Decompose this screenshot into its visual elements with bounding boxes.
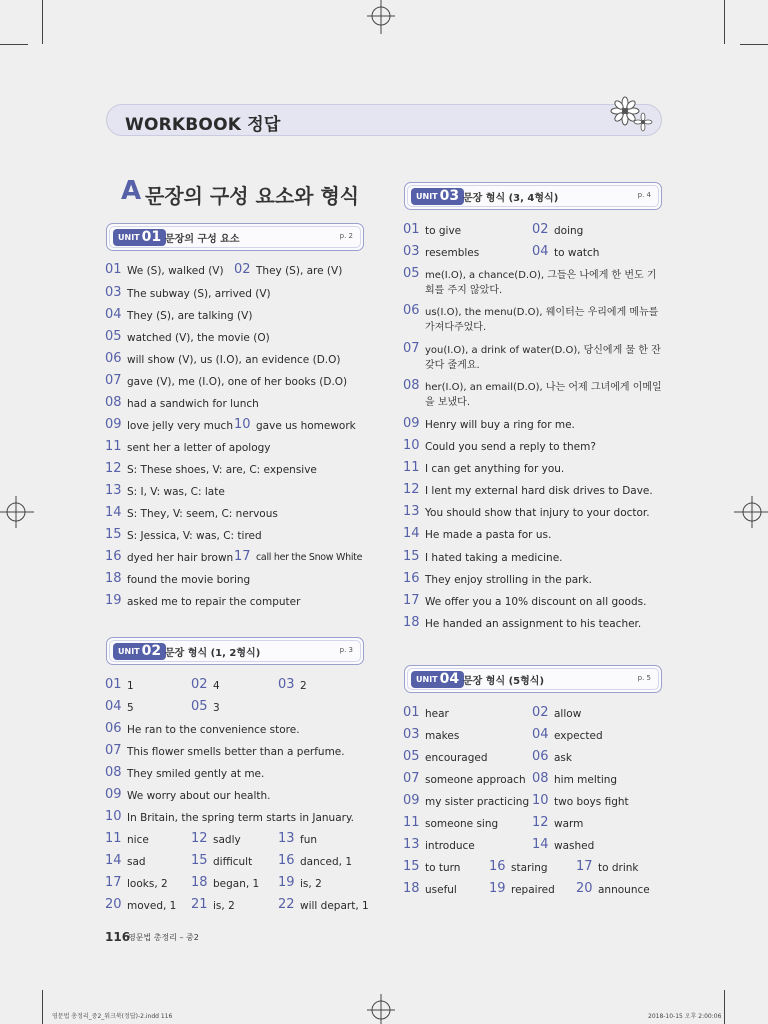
answer-text: you(I.O), a drink of water(D.O), 당신에게 물 한 잔 갖다 줄게요. xyxy=(425,345,661,371)
answer-number: 01 xyxy=(105,262,122,277)
answer-text: washed xyxy=(554,840,595,852)
answer-number: 08 xyxy=(403,378,420,393)
answer-number: 15 xyxy=(403,549,420,564)
answer-text: I hated taking a medicine. xyxy=(425,552,563,564)
answer-number: 09 xyxy=(403,793,420,808)
answer-text: will depart, 1 xyxy=(300,900,369,912)
unit-01-header xyxy=(106,223,364,251)
answer-number: 15 xyxy=(191,853,208,868)
answer-number: 15 xyxy=(403,859,420,874)
print-slug-file: 영문법 총정리_중2_워크북(정답)-2.indd 116 xyxy=(52,1013,173,1020)
registration-mark xyxy=(363,992,399,1024)
answer-number: 06 xyxy=(105,721,122,736)
answer-text: S: They, V: seem, C: nervous xyxy=(127,508,278,520)
answer-number: 13 xyxy=(105,483,122,498)
answer-text: We offer you a 10% discount on all goods. xyxy=(425,596,647,608)
unit-page-ref: p. 2 xyxy=(339,232,353,240)
unit-title: 문장 형식 (5형식) xyxy=(463,676,545,687)
flower-icon xyxy=(607,95,655,135)
answer-text: her(I.O), an email(D.O), 나는 어제 그녀에게 이메일을 보냈다. xyxy=(425,382,662,408)
unit-title: 문장 형식 (3, 4형식) xyxy=(463,193,559,204)
answer-text: is, 2 xyxy=(213,900,235,912)
answer-number: 10 xyxy=(403,438,420,453)
answer-number: 18 xyxy=(403,881,420,896)
answer-text: resembles xyxy=(425,247,480,259)
answer-number: 04 xyxy=(532,244,549,259)
answer-number: 15 xyxy=(105,527,122,542)
registration-mark xyxy=(0,494,36,530)
answer-number: 16 xyxy=(105,549,122,564)
answer-text: difficult xyxy=(213,856,253,868)
header-title: WORKBOOK 정답 xyxy=(125,115,281,135)
answer-text: moved, 1 xyxy=(127,900,177,912)
answer-text: watched (V), the movie (O) xyxy=(127,332,270,344)
answer-number: 14 xyxy=(403,526,420,541)
answer-number: 16 xyxy=(403,571,420,586)
unit-tag: UNIT 03 xyxy=(411,188,464,205)
answer-text: They enjoy strolling in the park. xyxy=(425,574,592,586)
answer-number: 01 xyxy=(403,705,420,720)
answer-text: He ran to the convenience store. xyxy=(127,724,300,736)
answer-text: They smiled gently at me. xyxy=(127,768,265,780)
answer-text: We (S), walked (V) xyxy=(127,265,224,277)
answer-text: I can get anything for you. xyxy=(425,463,565,475)
answer-text: call her the Snow White xyxy=(256,552,363,563)
answer-text: sadly xyxy=(213,834,241,846)
answer-text: 2 xyxy=(300,680,307,692)
crop-mark xyxy=(724,990,725,1024)
answer-number: 14 xyxy=(532,837,549,852)
answer-number: 11 xyxy=(403,815,420,830)
answer-number: 08 xyxy=(532,771,549,786)
answer-text: began, 1 xyxy=(213,878,260,890)
answer-text: This flower smells better than a perfume. xyxy=(127,746,345,758)
answer-number: 02 xyxy=(532,705,549,720)
answer-text: love jelly very much xyxy=(127,420,233,432)
answer-text: to watch xyxy=(554,247,600,259)
answer-text: He made a pasta for us. xyxy=(425,529,552,541)
answer-text: someone sing xyxy=(425,818,499,830)
answer-text: fun xyxy=(300,834,318,846)
answer-number: 05 xyxy=(403,749,420,764)
answer-text: 5 xyxy=(127,702,134,714)
answer-text: looks, 2 xyxy=(127,878,168,890)
answer-number: 10 xyxy=(234,417,251,432)
answer-number: 17 xyxy=(234,549,251,564)
answer-number: 12 xyxy=(403,482,420,497)
unit-page-ref: p. 4 xyxy=(637,191,651,199)
answer-text: sad xyxy=(127,856,146,868)
answer-number: 06 xyxy=(105,351,122,366)
unit-tag: UNIT 01 xyxy=(113,229,166,246)
answer-number: 10 xyxy=(105,809,122,824)
answer-number: 09 xyxy=(105,417,122,432)
answer-text: 3 xyxy=(213,702,220,714)
answer-text: repaired xyxy=(511,884,555,896)
answer-number: 10 xyxy=(532,793,549,808)
answer-number: 03 xyxy=(403,244,420,259)
answer-number: 05 xyxy=(403,266,420,281)
registration-mark xyxy=(363,0,399,36)
unit-tag: UNIT 02 xyxy=(113,643,166,660)
answer-text: Could you send a reply to them? xyxy=(425,441,596,453)
answer-number: 14 xyxy=(105,853,122,868)
section-letter: A xyxy=(121,176,142,206)
answer-number: 09 xyxy=(105,787,122,802)
crop-mark xyxy=(740,44,768,45)
answer-number: 11 xyxy=(403,460,420,475)
answer-text: nice xyxy=(127,834,149,846)
answer-number: 11 xyxy=(105,831,122,846)
answer-text: He handed an assignment to his teacher. xyxy=(425,618,642,630)
answer-text: introduce xyxy=(425,840,475,852)
answer-text: encouraged xyxy=(425,752,488,764)
answer-number: 05 xyxy=(191,699,208,714)
answer-text: expected xyxy=(554,730,603,742)
answer-number: 12 xyxy=(532,815,549,830)
answer-number: 02 xyxy=(532,222,549,237)
unit-04-header xyxy=(404,665,662,693)
answer-text: useful xyxy=(425,884,457,896)
answer-text: us(I.O), the menu(D.O), 웨이터는 우리에게 메뉴를 가져다주었다. xyxy=(425,307,659,333)
answer-text: gave us homework xyxy=(256,420,356,432)
answer-number: 03 xyxy=(105,285,122,300)
answer-text: staring xyxy=(511,862,548,874)
crop-mark xyxy=(0,44,28,45)
unit-tag: UNIT 04 xyxy=(411,671,464,688)
answer-number: 16 xyxy=(278,853,295,868)
answer-text: S: I, V: was, C: late xyxy=(127,486,225,498)
answer-number: 06 xyxy=(403,303,420,318)
answer-number: 07 xyxy=(403,341,420,356)
answer-text: to turn xyxy=(425,862,461,874)
answer-text: me(I.O), a chance(D.O), 그들은 나에게 한 번도 기회를 주지 않았다. xyxy=(425,270,657,296)
answer-text: someone approach xyxy=(425,774,526,786)
answer-text: In Britain, the spring term starts in January. xyxy=(127,812,355,824)
answer-number: 13 xyxy=(403,504,420,519)
answer-text: They (S), are (V) xyxy=(256,265,343,277)
answer-text: danced, 1 xyxy=(300,856,353,868)
crop-mark xyxy=(724,0,725,44)
answer-text: ask xyxy=(554,752,572,764)
answer-number: 17 xyxy=(403,593,420,608)
answer-number: 22 xyxy=(278,897,295,912)
answer-text: S: Jessica, V: was, C: tired xyxy=(127,530,262,542)
answer-number: 11 xyxy=(105,439,122,454)
answer-text: is, 2 xyxy=(300,878,322,890)
answer-text: makes xyxy=(425,730,460,742)
answer-number: 02 xyxy=(191,677,208,692)
answer-number: 20 xyxy=(105,897,122,912)
answer-text: Henry will buy a ring for me. xyxy=(425,419,575,431)
answer-text: They (S), are talking (V) xyxy=(127,310,253,322)
unit-02-header xyxy=(106,637,364,665)
answer-text: him melting xyxy=(554,774,618,786)
answer-text: I lent my external hard disk drives to Dave. xyxy=(425,485,653,497)
answer-text: asked me to repair the computer xyxy=(127,596,301,608)
answer-text: S: These shoes, V: are, C: expensive xyxy=(127,464,317,476)
registration-mark xyxy=(732,494,768,530)
answer-number: 14 xyxy=(105,505,122,520)
answer-text: two boys fight xyxy=(554,796,629,808)
crop-mark xyxy=(42,0,43,44)
answer-text: my sister practicing xyxy=(425,796,530,808)
unit-03-header xyxy=(404,182,662,210)
answer-text: will show (V), us (I.O), an evidence (D.O) xyxy=(127,354,341,366)
answer-number: 19 xyxy=(105,593,122,608)
crop-mark xyxy=(42,990,43,1024)
answer-text: announce xyxy=(598,884,650,896)
answer-text: The subway (S), arrived (V) xyxy=(127,288,271,300)
answer-number: 13 xyxy=(403,837,420,852)
answer-number: 01 xyxy=(105,677,122,692)
answer-number: 21 xyxy=(191,897,208,912)
answer-number: 12 xyxy=(105,461,122,476)
answer-text: hear xyxy=(425,708,449,720)
answer-number: 07 xyxy=(105,373,122,388)
answer-text: 1 xyxy=(127,680,134,692)
workbook-header xyxy=(106,104,662,136)
answer-number: 13 xyxy=(278,831,295,846)
answer-number: 18 xyxy=(191,875,208,890)
answer-text: sent her a letter of apology xyxy=(127,442,271,454)
answer-text: found the movie boring xyxy=(127,574,251,586)
answer-number: 07 xyxy=(105,743,122,758)
unit-title: 문장의 구성 요소 xyxy=(165,234,240,245)
answer-number: 09 xyxy=(403,416,420,431)
answer-text: dyed her hair brown xyxy=(127,552,234,564)
answer-text: 4 xyxy=(213,680,220,692)
answer-number: 08 xyxy=(105,765,122,780)
answer-number: 17 xyxy=(576,859,593,874)
answer-text: gave (V), me (I.O), one of her books (D.O) xyxy=(127,376,348,388)
answer-number: 18 xyxy=(403,615,420,630)
answer-number: 12 xyxy=(191,831,208,846)
answer-number: 08 xyxy=(105,395,122,410)
answer-number: 19 xyxy=(489,881,506,896)
answer-number: 20 xyxy=(576,881,593,896)
section-title: 문장의 구성 요소와 형식 xyxy=(145,184,360,208)
answer-number: 19 xyxy=(278,875,295,890)
answer-number: 06 xyxy=(532,749,549,764)
answer-text: doing xyxy=(554,225,584,237)
answer-number: 04 xyxy=(105,307,122,322)
unit-page-ref: p. 3 xyxy=(339,646,353,654)
answer-number: 03 xyxy=(403,727,420,742)
answer-number: 17 xyxy=(105,875,122,890)
answer-number: 16 xyxy=(489,859,506,874)
answer-number: 03 xyxy=(278,677,295,692)
answer-text: allow xyxy=(554,708,582,720)
answer-number: 05 xyxy=(105,329,122,344)
answer-number: 07 xyxy=(403,771,420,786)
answer-text: warm xyxy=(554,818,584,830)
answer-text: We worry about our health. xyxy=(127,790,271,802)
answer-number: 02 xyxy=(234,262,251,277)
page-number: 116 xyxy=(105,930,131,944)
answer-number: 04 xyxy=(532,727,549,742)
print-slug-timestamp: 2018-10-15 오후 2:00:06 xyxy=(648,1013,722,1020)
answer-number: 18 xyxy=(105,571,122,586)
answer-text: had a sandwich for lunch xyxy=(127,398,259,410)
answer-text: to drink xyxy=(598,862,639,874)
answer-number: 04 xyxy=(105,699,122,714)
answer-number: 01 xyxy=(403,222,420,237)
answer-text: to give xyxy=(425,225,462,237)
unit-title: 문장 형식 (1, 2형식) xyxy=(165,648,261,659)
answer-text: You should show that injury to your doctor. xyxy=(425,507,650,519)
book-title: 영문법 총정리 – 중2 xyxy=(128,933,199,942)
unit-page-ref: p. 5 xyxy=(637,674,651,682)
